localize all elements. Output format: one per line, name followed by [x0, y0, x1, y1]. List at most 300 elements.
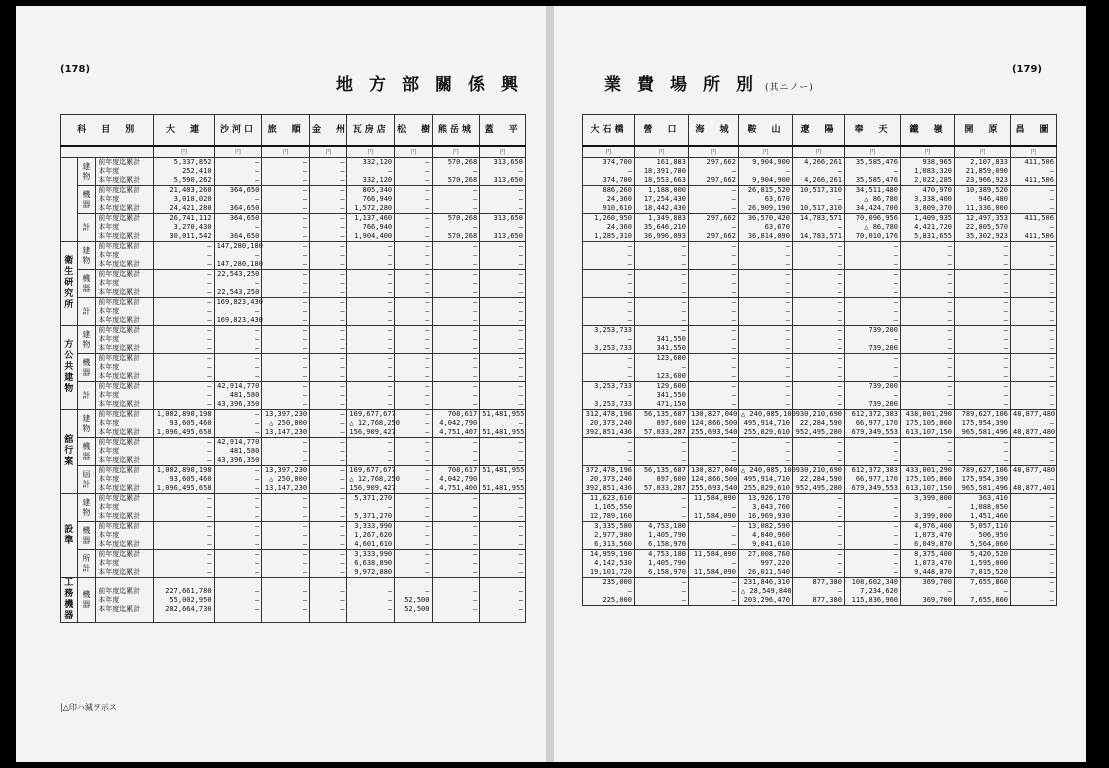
table-row: [61, 522, 526, 550]
value: —: [893, 242, 898, 250]
value: —: [302, 158, 308, 166]
value: 10,517,310: [799, 204, 842, 212]
subcategory-cell: 建物: [77, 326, 96, 354]
row-label: 本年度: [98, 391, 120, 399]
value: —: [302, 214, 308, 222]
value: —: [518, 586, 523, 595]
value: —: [681, 587, 686, 595]
value-cell: [1011, 466, 1057, 494]
value: —: [731, 298, 736, 306]
column-header: 鐵 嶺: [901, 115, 955, 147]
value: —: [1049, 559, 1054, 567]
value-cell: [583, 466, 635, 494]
value: 3,333,990: [354, 550, 393, 558]
value-cell: [1011, 214, 1057, 242]
value: —: [340, 568, 345, 576]
value: 805,340: [362, 186, 393, 194]
value: 52,500: [404, 604, 430, 613]
row-label: 本年度迄累計: [98, 604, 141, 613]
value: —: [425, 316, 430, 324]
value: 3,335,580: [594, 522, 632, 530]
value: —: [302, 372, 308, 380]
value: 5,420,520: [970, 550, 1008, 558]
value: 495,914,710: [743, 419, 790, 427]
value: 364,650: [229, 232, 260, 240]
value: —: [387, 251, 393, 259]
value: —: [425, 251, 430, 259]
value: 1,451,460: [970, 512, 1008, 520]
value: —: [207, 382, 212, 390]
column-header: 鞍 山: [739, 115, 793, 147]
value: 341,550: [656, 391, 686, 399]
value-cell: [480, 466, 526, 494]
value: 52,500: [404, 595, 430, 604]
value: —: [518, 204, 523, 212]
row-label: 本年度迄累計: [98, 484, 141, 492]
value: —: [627, 335, 632, 343]
value-cell: [310, 410, 347, 438]
value: —: [837, 382, 842, 390]
value: —: [893, 363, 898, 371]
value: —: [893, 270, 898, 278]
value: 1,088,050: [970, 503, 1008, 511]
subcategory-cell: 機器: [77, 270, 96, 298]
value-cell: [262, 410, 310, 438]
row-label: 本年度迄累計: [98, 260, 141, 268]
value: —: [627, 167, 632, 175]
value: 4,142,530: [594, 559, 632, 567]
value-cell: [689, 242, 739, 270]
value: 7,655,860: [970, 596, 1008, 604]
value: —: [340, 307, 345, 315]
value-cell: [845, 354, 901, 382]
value: 3,253,733: [594, 326, 632, 334]
value: 1,073,470: [914, 559, 952, 567]
value: —: [425, 382, 430, 390]
value: —: [387, 307, 393, 315]
value: 56,135,687: [643, 410, 686, 418]
value-cell: [793, 382, 845, 410]
value: —: [837, 372, 842, 380]
value: —: [947, 354, 952, 362]
value: —: [340, 242, 345, 250]
value: —: [207, 540, 212, 548]
row-label: 本年度迄累計: [98, 176, 141, 184]
table-row: [61, 242, 526, 270]
value: —: [947, 447, 952, 455]
value: —: [387, 344, 393, 352]
value: —: [785, 391, 790, 399]
value-cell: [480, 578, 526, 623]
value: 369,700: [922, 596, 952, 604]
value: 18,391,780: [643, 167, 686, 175]
column-header: 大石橋: [583, 115, 635, 147]
value: —: [731, 587, 736, 595]
category-cell: 衛生研究所: [61, 242, 78, 326]
value: —: [340, 382, 345, 390]
value: 392,851,436: [585, 428, 632, 436]
value-cell: [901, 270, 955, 298]
value: 897,600: [656, 475, 686, 483]
value-cell: [480, 270, 526, 298]
value: —: [785, 344, 790, 352]
value: —: [302, 391, 308, 399]
value: —: [837, 391, 842, 399]
table-row: [61, 438, 526, 466]
value: 255,829,610: [743, 484, 790, 492]
value: —: [627, 438, 632, 446]
value: —: [785, 326, 790, 334]
value: —: [627, 456, 632, 464]
value: 169,823,430: [216, 316, 263, 324]
value-cell: [635, 382, 689, 410]
value: —: [518, 559, 523, 567]
value: 66,977,170: [855, 475, 898, 483]
value-cell: [845, 326, 901, 354]
value: △ 12,768,250: [349, 419, 400, 427]
value: 231,846,310: [743, 578, 790, 586]
value: —: [681, 438, 686, 446]
value: —: [425, 232, 430, 240]
value: —: [340, 484, 345, 492]
table-row: [583, 578, 1057, 606]
value: 1,165,550: [594, 503, 632, 511]
subcategory-cell: 機器: [77, 354, 96, 382]
value: —: [340, 167, 345, 175]
value: 5,337,852: [173, 158, 212, 166]
table-row: [583, 270, 1057, 298]
value: 877,380: [812, 596, 842, 604]
value: —: [947, 288, 952, 296]
value-cell: [432, 410, 480, 438]
value-cell: [310, 466, 347, 494]
category-cell: 方公共建物: [61, 326, 78, 410]
value: —: [302, 586, 308, 595]
value: —: [518, 288, 523, 296]
table-row: [583, 214, 1057, 242]
value: 4,042,790: [439, 475, 478, 483]
value: —: [387, 503, 393, 511]
value: —: [302, 512, 308, 520]
value: —: [425, 279, 430, 287]
value: —: [681, 288, 686, 296]
value-cell: [739, 298, 793, 326]
row-label: 本年度: [98, 559, 120, 567]
value: —: [893, 307, 898, 315]
value: 124,866,500: [691, 475, 738, 483]
value-cell: [793, 326, 845, 354]
value: 225,000: [602, 596, 632, 604]
table-row: [61, 578, 526, 623]
value: —: [473, 512, 478, 520]
unit-cell: 円: [845, 146, 901, 158]
row-label: 前年度迄累計: [98, 522, 141, 530]
value: 5,564,060: [970, 540, 1008, 548]
value: —: [340, 419, 345, 427]
value: —: [473, 363, 478, 371]
value-cell: [901, 494, 955, 522]
value: —: [1049, 298, 1054, 306]
value-cell: [480, 242, 526, 270]
value: —: [340, 438, 345, 446]
value-cell: [262, 522, 310, 550]
value-cell: [262, 158, 310, 186]
value: —: [473, 326, 478, 334]
value: 169,677,677: [349, 466, 396, 474]
value: 43,396,350: [217, 400, 260, 408]
value: —: [340, 494, 345, 502]
value-cell: [583, 438, 635, 466]
value: —: [425, 335, 430, 343]
value: 7,655,860: [970, 578, 1008, 586]
row-label: 本年度: [98, 363, 120, 371]
value: 1,002,890,198: [156, 410, 212, 418]
value: —: [425, 307, 430, 315]
value-cell: [739, 410, 796, 438]
value-cell: [214, 578, 262, 623]
value: 123,600: [656, 372, 686, 380]
value: △ 86,780: [864, 223, 898, 231]
value-cell: [262, 382, 310, 410]
value: —: [255, 372, 260, 380]
value: 115,836,960: [851, 596, 898, 604]
value-cell: [739, 242, 793, 270]
value: 34,511,480: [855, 186, 898, 194]
row-label: 本年度迄累計: [98, 568, 141, 576]
value: —: [947, 298, 952, 306]
value: —: [302, 382, 308, 390]
value-cell: [689, 270, 739, 298]
row-labels: [96, 522, 154, 550]
value: —: [947, 438, 952, 446]
value: 679,349,553: [851, 428, 898, 436]
value: 14,783,571: [799, 214, 842, 222]
value: —: [627, 251, 632, 259]
value: —: [387, 335, 393, 343]
value: 1,083,320: [914, 167, 952, 175]
value: —: [387, 595, 393, 604]
value-cell: [154, 158, 214, 186]
value-cell: [154, 494, 214, 522]
page-title-right: [604, 70, 814, 95]
value: —: [893, 559, 898, 567]
value: 156,909,427: [349, 484, 396, 492]
value-cell: [395, 298, 432, 326]
value-cell: [689, 466, 739, 494]
table-row: [61, 410, 526, 438]
value: —: [731, 363, 736, 371]
row-labels: [96, 298, 154, 326]
value-cell: [955, 298, 1011, 326]
value-cell: [955, 466, 1011, 494]
value: —: [425, 410, 430, 418]
value: —: [893, 298, 898, 306]
value: —: [518, 475, 523, 483]
value: —: [302, 522, 308, 530]
value: 708,617: [447, 410, 478, 418]
value: —: [340, 158, 345, 166]
value: 1,137,460: [354, 214, 393, 222]
value: —: [255, 354, 260, 362]
value-cell: [583, 326, 635, 354]
value: 123,600: [656, 354, 686, 362]
value-cell: [432, 466, 480, 494]
value: —: [893, 522, 898, 530]
value: —: [387, 604, 393, 613]
value: —: [837, 242, 842, 250]
value: 1,572,280: [354, 204, 393, 212]
value: 1,349,883: [648, 214, 686, 222]
row-label: 本年度: [98, 251, 120, 259]
value-cell: [347, 298, 395, 326]
value-cell: [480, 186, 526, 214]
value: 1,409,935: [914, 214, 952, 222]
value-cell: [347, 158, 395, 186]
subcategory-cell: 機器: [77, 438, 96, 466]
value: —: [731, 260, 736, 268]
value-cell: [583, 214, 635, 242]
value-cell: [480, 522, 526, 550]
value-cell: [955, 242, 1011, 270]
value: —: [207, 531, 212, 539]
value-cell: [901, 438, 955, 466]
value-cell: [480, 494, 526, 522]
value: 364,650: [229, 186, 260, 194]
row-label: 本年度: [98, 195, 120, 203]
value: —: [1003, 382, 1008, 390]
value: —: [302, 447, 308, 455]
value: —: [947, 587, 952, 595]
value-cell: [689, 494, 739, 522]
row-label: 前年度迄累計: [98, 550, 141, 558]
value-cell: [395, 186, 432, 214]
value: —: [785, 372, 790, 380]
value: —: [1049, 223, 1054, 231]
value: —: [425, 223, 430, 231]
value: —: [473, 503, 478, 511]
value: —: [255, 466, 260, 474]
value: 3,043,760: [752, 503, 790, 511]
value: 5,831,655: [914, 232, 952, 240]
value: —: [302, 298, 308, 306]
row-labels: [96, 438, 154, 466]
value: —: [947, 307, 952, 315]
value: 570,268: [447, 232, 478, 240]
value: —: [387, 447, 393, 455]
unit-cell: 円: [395, 146, 432, 158]
value: 4,751,407: [439, 428, 478, 436]
row-label: 本年度: [98, 223, 120, 231]
value: —: [1049, 186, 1054, 194]
value: —: [731, 223, 736, 231]
page-title-right-text: 業費場所別: [604, 75, 769, 95]
value: —: [302, 279, 308, 287]
subcategory-cell: 屆計: [77, 466, 96, 494]
column-header: 科 目 別: [61, 115, 154, 147]
value: —: [425, 456, 430, 464]
value: —: [518, 531, 523, 539]
value: —: [207, 354, 212, 362]
value: —: [518, 438, 523, 446]
value: —: [1049, 578, 1054, 586]
value: 313,650: [493, 158, 523, 166]
value-cell: [214, 466, 262, 494]
value: 2,107,833: [970, 158, 1008, 166]
value: 4,266,261: [804, 176, 842, 184]
value: 42,914,770: [217, 382, 260, 390]
value: —: [1049, 335, 1054, 343]
value: —: [893, 316, 898, 324]
value: —: [387, 298, 393, 306]
value: —: [681, 270, 686, 278]
value-cell: [480, 298, 526, 326]
value: 4,753,180: [648, 550, 686, 558]
value: —: [893, 512, 898, 520]
value: —: [837, 195, 842, 203]
row-label: 本年度迄累計: [98, 204, 141, 212]
value: —: [518, 419, 523, 427]
value: —: [1049, 475, 1054, 483]
value: 14,959,190: [589, 550, 632, 558]
value: —: [425, 503, 430, 511]
value: 6,158,970: [648, 568, 686, 576]
value: —: [893, 260, 898, 268]
value: —: [302, 400, 308, 408]
value: 23,966,923: [965, 176, 1008, 184]
value-cell: [689, 158, 739, 186]
subcategory-cell: 建物: [77, 158, 96, 186]
value: 35,646,210: [643, 223, 686, 231]
table-row: [583, 550, 1057, 578]
subcategory-cell: 建物: [77, 494, 96, 522]
value: 363,410: [978, 494, 1008, 502]
value: —: [302, 186, 308, 194]
value: —: [207, 456, 212, 464]
value: —: [425, 559, 430, 567]
value: —: [837, 260, 842, 268]
unit-row: [583, 146, 1057, 158]
value: —: [785, 447, 790, 455]
value: —: [302, 531, 308, 539]
value: —: [387, 354, 393, 362]
value: —: [473, 522, 478, 530]
value: —: [255, 512, 260, 520]
unit-cell: 円: [635, 146, 689, 158]
subcategory-cell: 計: [77, 382, 96, 410]
value: —: [255, 335, 260, 343]
value: 26,815,520: [747, 186, 790, 194]
value: 22,805,570: [965, 223, 1008, 231]
value: —: [340, 195, 345, 203]
value: —: [425, 484, 430, 492]
value: —: [837, 270, 842, 278]
value: —: [1049, 400, 1054, 408]
value: —: [837, 559, 842, 567]
value-cell: [310, 242, 347, 270]
value: —: [425, 522, 430, 530]
value-cell: [845, 466, 901, 494]
value: —: [473, 438, 478, 446]
value: 332,120: [362, 158, 393, 166]
value: 1,002,890,198: [156, 466, 212, 474]
value: —: [731, 204, 736, 212]
value: 7,234,620: [860, 587, 898, 595]
value: 147,280,180: [216, 242, 263, 250]
value: 739,200: [868, 382, 898, 390]
value-cell: [310, 158, 347, 186]
value-cell: [347, 410, 400, 438]
value: —: [518, 344, 523, 352]
